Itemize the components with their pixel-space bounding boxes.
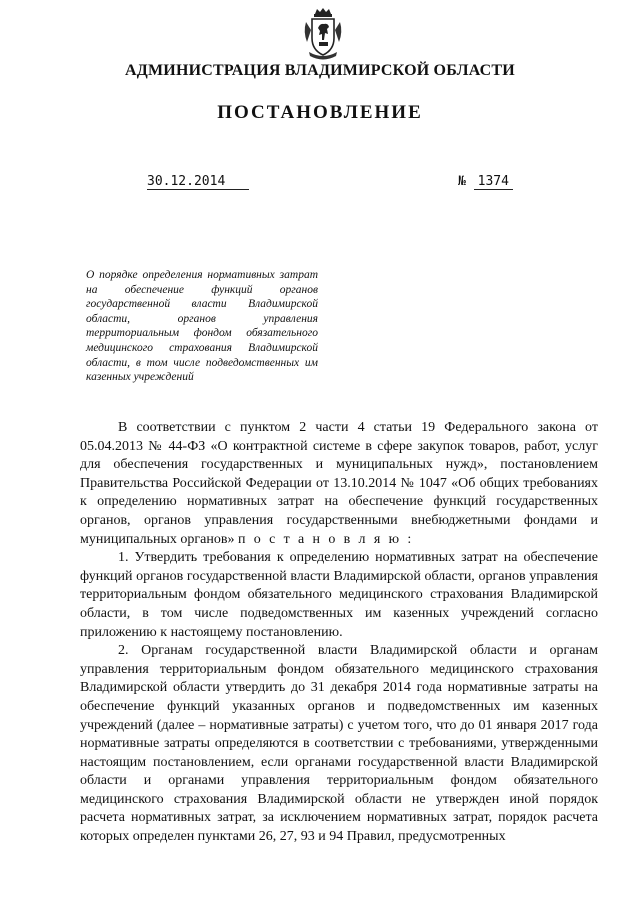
number-prefix: № [458, 174, 466, 189]
preamble-keyword: п о с т а н о в л я ю : [238, 531, 414, 547]
document-number [458, 174, 513, 189]
document-date: 30.12.2014 [147, 174, 249, 190]
item-1-paragraph: 1. Утвердить требования к определению нормативных затрат на обеспечение функций органов государственной власти Владимирской области, органов управления территориальным фондом обязательного медицинского страхования Владимирской области, в том числе подведомственных им казенных учреждений согласно приложению к настоящему постановлению. [80, 550, 598, 640]
coat-of-arms-icon [303, 8, 343, 60]
number-value: 1374 [474, 174, 513, 190]
document-subject: О порядке определения нормативных затрат на обеспечение функций органов государственной власти Владимирской области, органов управления территориальным фондом обязательного медицинского страхования Владимирской области, в том числе подведомственных им казенных учреждений [86, 269, 318, 384]
preamble-text: В соответствии с пунктом 2 части 4 статьи 19 Федерального закона от 05.04.2013 № 44-ФЗ «О контрактной системе в сфере закупок товаров, работ, услуг для обеспечения государственных и муниципальных нужд», постановлением Правительства Российской Федерации от 13.10.2014 № 1047 «Об общих требованиях к определению нормативных затрат на обеспечение функций государственных органов, органов управления государственными внебюджетными фондами и муниципальных органов» [80, 420, 598, 547]
document-type: ПОСТАНОВЛЕНИЕ [217, 102, 423, 123]
preamble-paragraph [80, 419, 598, 549]
document-body [80, 419, 598, 847]
organization-name: АДМИНИСТРАЦИЯ ВЛАДИМИРСКОЙ ОБЛАСТИ [125, 62, 515, 79]
item-2-paragraph: 2. Органам государственной власти Владимирской области и органам управления территориальным фондом обязательного медицинского страхования Владимирской области утвердить до 31 декабря 2014 года нормативные затраты на обеспечение функций указанных органов и подведомственных им казенных учреждений (далее – нормативные затраты) с учетом того, что до 01 января 2017 года нормативные затраты определяются в соответствии с требованиями, утвержденными настоящим постановлением, если органами государственной власти Владимирской области и органами управления территориальным фондом обязательного медицинского страхования Владимирской области не утвержден иной порядок расчета нормативных затрат, за исключением нормативных затрат, порядок расчета которых определен пунктами 26, 27, 93 и 94 Правил, предусмотренных [80, 643, 598, 845]
